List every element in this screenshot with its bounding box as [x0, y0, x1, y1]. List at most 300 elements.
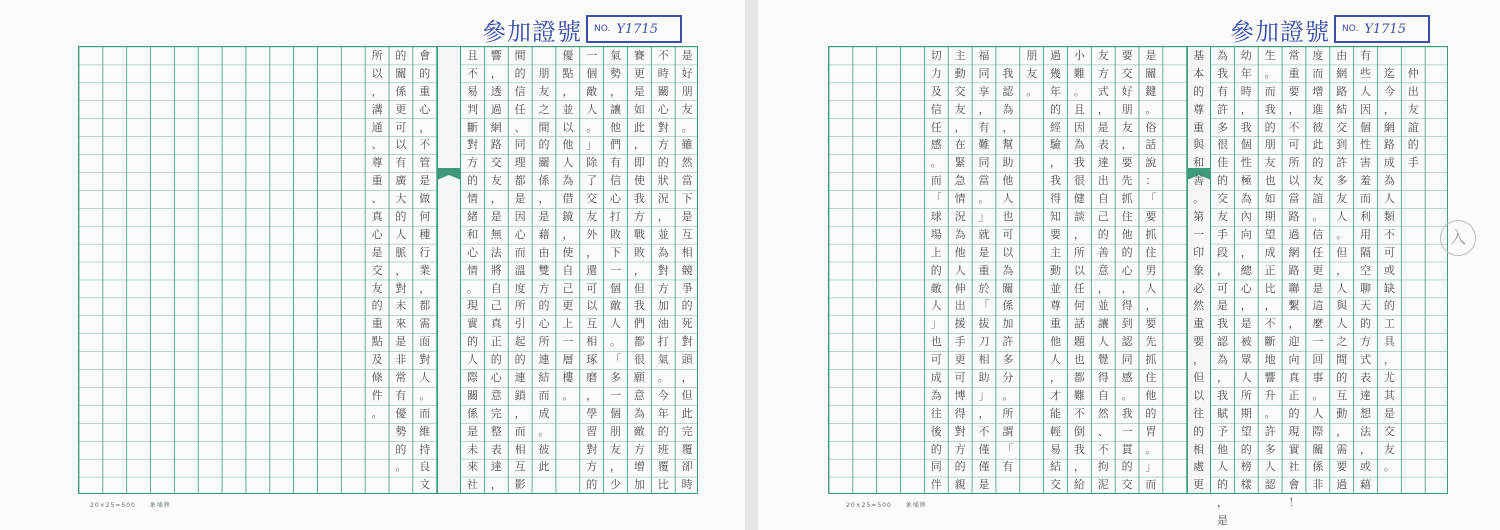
manuscript-char: ， — [1121, 138, 1133, 152]
manuscript-char: 。 — [681, 120, 693, 134]
manuscript-char: ， — [490, 192, 502, 206]
manuscript-char: 友 — [1336, 192, 1348, 206]
manuscript-char: 更 — [562, 299, 574, 313]
manuscript-char: 第 — [1193, 210, 1205, 224]
manuscript-char: 一 — [562, 335, 574, 349]
manuscript-char: 種 — [419, 227, 431, 241]
manuscript-char: 「 — [978, 299, 990, 313]
manuscript-char: 「 — [610, 353, 622, 367]
text-column — [1187, 47, 1211, 493]
manuscript-char: 做 — [419, 192, 431, 206]
manuscript-char: 的 — [538, 138, 550, 152]
manuscript-char: 是 — [419, 174, 431, 188]
manuscript-char: 心 — [466, 245, 478, 259]
manuscript-char: 而 — [514, 424, 526, 438]
manuscript-char: 並 — [1050, 281, 1062, 295]
manuscript-char: ， — [681, 371, 693, 385]
manuscript-char: 就 — [978, 227, 990, 241]
manuscript-char: 象 — [1193, 263, 1205, 277]
manuscript-char: 交 — [1050, 478, 1062, 492]
manuscript-char: 以 — [1073, 263, 1085, 277]
manuscript-char: 表 — [1360, 371, 1372, 385]
manuscript-char: 、 — [371, 192, 383, 206]
manuscript-char: 心 — [371, 227, 383, 241]
manuscript-char: 的 — [395, 210, 407, 224]
manuscript-char: ， — [1193, 353, 1205, 367]
manuscript-char: 重 — [371, 174, 383, 188]
manuscript-char: 抓 — [1145, 227, 1157, 241]
text-column — [508, 47, 532, 493]
manuscript-char: 一 — [1121, 424, 1133, 438]
manuscript-char: 但 — [1336, 245, 1348, 259]
manuscript-char: 要 — [1288, 84, 1300, 98]
manuscript-char: 任 — [1312, 245, 1324, 259]
manuscript-char: 」 — [978, 388, 990, 402]
manuscript-char: 的 — [1264, 120, 1276, 134]
manuscript-char: 此 — [633, 120, 645, 134]
manuscript-char: ， — [1240, 299, 1252, 313]
manuscript-char: 正 — [490, 335, 502, 349]
manuscript-char: 己 — [562, 281, 574, 295]
manuscript-char: 。 — [371, 406, 383, 420]
manuscript-char: 之 — [538, 102, 550, 116]
manuscript-char: 心 — [538, 317, 550, 331]
manuscript-char: 何 — [419, 210, 431, 224]
manuscript-char: 回 — [1312, 353, 1324, 367]
manuscript-char: 得 — [1121, 299, 1133, 313]
manuscript-char: 經 — [1050, 120, 1062, 134]
manuscript-char: 己 — [1097, 210, 1109, 224]
manuscript-char: 我 — [1073, 442, 1085, 456]
manuscript-char: 許 — [1002, 335, 1014, 349]
manuscript-char: 響 — [1264, 371, 1276, 385]
manuscript-char: ， — [657, 210, 669, 224]
manuscript-char: 是 — [395, 335, 407, 349]
manuscript-grid — [78, 46, 698, 494]
manuscript-char: 彼 — [1312, 120, 1324, 134]
manuscript-char: 幾 — [1050, 66, 1062, 80]
manuscript-char: 意 — [490, 388, 502, 402]
manuscript-char: 現 — [1288, 424, 1300, 438]
manuscript-char: 多 — [1264, 442, 1276, 456]
manuscript-char: 我 — [1240, 120, 1252, 134]
text-column — [1377, 47, 1401, 493]
manuscript-char: 覆 — [681, 442, 693, 456]
manuscript-char: 助 — [978, 371, 990, 385]
manuscript-char: 實 — [1288, 442, 1300, 456]
manuscript-char: ， — [514, 406, 526, 420]
manuscript-char: 分 — [1002, 371, 1014, 385]
manuscript-char: 朋 — [1121, 102, 1133, 116]
manuscript-char: 要 — [1336, 460, 1348, 474]
manuscript-char: 以 — [1002, 245, 1014, 259]
manuscript-char: ， — [395, 263, 407, 277]
manuscript-char: 也 — [1264, 174, 1276, 188]
manuscript-char: 貫 — [1121, 442, 1133, 456]
manuscript-char: 認 — [1002, 84, 1014, 98]
manuscript-char: 處 — [1193, 460, 1205, 474]
manuscript-char: 更 — [633, 66, 645, 80]
manuscript-char: ， — [538, 192, 550, 206]
text-column — [1330, 47, 1354, 493]
manuscript-char: 因 — [1073, 120, 1085, 134]
manuscript-char: 法 — [1360, 424, 1372, 438]
manuscript-char: 朋 — [610, 424, 622, 438]
manuscript-char: 意 — [633, 388, 645, 402]
manuscript-char: 的 — [1288, 406, 1300, 420]
manuscript-char: 是 — [1383, 406, 1395, 420]
manuscript-char: 真 — [1288, 371, 1300, 385]
manuscript-char: 以 — [562, 120, 574, 134]
manuscript-char: 敵 — [586, 84, 598, 98]
manuscript-char: 所 — [1288, 156, 1300, 170]
manuscript-char: 地 — [1264, 353, 1276, 367]
manuscript-char: 且 — [466, 49, 478, 62]
manuscript-char: 關 — [1312, 442, 1324, 456]
manuscript-char: 完 — [681, 424, 693, 438]
manuscript-char: 對 — [657, 120, 669, 134]
manuscript-char: 影 — [514, 478, 526, 492]
manuscript-char: 響 — [490, 49, 502, 62]
manuscript-char: 。 — [978, 192, 990, 206]
manuscript-char: 脈 — [395, 245, 407, 259]
manuscript-char: ， — [1240, 102, 1252, 116]
manuscript-char: 上 — [930, 245, 942, 259]
manuscript-char: 當 — [681, 174, 693, 188]
manuscript-char: 交 — [1336, 120, 1348, 134]
manuscript-char: 仲 — [1407, 66, 1419, 80]
manuscript-char: 和 — [466, 227, 478, 241]
manuscript-char: 榜 — [1240, 460, 1252, 474]
entry-label: 參加證號 — [482, 17, 582, 46]
manuscript-char: 路 — [1336, 84, 1348, 98]
manuscript-char: 管 — [419, 156, 431, 170]
manuscript-char: ， — [1288, 317, 1300, 331]
manuscript-char: 或 — [1383, 263, 1395, 277]
manuscript-char: ， — [633, 138, 645, 152]
text-column — [556, 47, 580, 493]
manuscript-char: 起 — [514, 335, 526, 349]
manuscript-char: 式 — [1097, 84, 1109, 98]
manuscript-char: 外 — [586, 227, 598, 241]
manuscript-char: 樣 — [1240, 478, 1252, 492]
manuscript-char: 優 — [395, 406, 407, 420]
manuscript-char: 廣 — [395, 174, 407, 188]
manuscript-char: 緊 — [954, 156, 966, 170]
manuscript-char: 更 — [1312, 263, 1324, 277]
manuscript-char: 此 — [538, 460, 550, 474]
manuscript-char: 任 — [1073, 281, 1085, 295]
manuscript-char — [1377, 47, 1401, 65]
manuscript-char: 賦 — [1216, 406, 1228, 420]
manuscript-char: 而 — [419, 406, 431, 420]
manuscript-char: 當 — [1288, 192, 1300, 206]
manuscript-char: 心 — [514, 227, 526, 241]
manuscript-char: 一 — [610, 388, 622, 402]
manuscript-char: 可 — [1383, 245, 1395, 259]
manuscript-char: 敗 — [633, 245, 645, 259]
manuscript-char: 實 — [466, 317, 478, 331]
text-column — [604, 47, 628, 493]
text-column — [924, 47, 948, 493]
manuscript-char: 心 — [1240, 281, 1252, 295]
manuscript-char: ， — [954, 120, 966, 134]
manuscript-char: 比 — [1264, 281, 1276, 295]
manuscript-char: 溫 — [514, 263, 526, 277]
manuscript-char: 的 — [586, 478, 598, 492]
manuscript-char: 個 — [610, 281, 622, 295]
manuscript-char: 友 — [1121, 120, 1133, 134]
manuscript-char: 而 — [1264, 84, 1276, 98]
manuscript-char: 。 — [1312, 210, 1324, 224]
manuscript-char: 方 — [538, 281, 550, 295]
manuscript-char: 談 — [1073, 210, 1085, 224]
manuscript-char: 不 — [1097, 442, 1109, 456]
manuscript-char: 何 — [1073, 299, 1085, 313]
text-column — [198, 47, 222, 493]
manuscript-char: 他 — [610, 120, 622, 134]
manuscript-char: 幼 — [1240, 49, 1252, 62]
manuscript-char: 對 — [419, 353, 431, 367]
manuscript-char: 人 — [1336, 317, 1348, 331]
entry-no-prefix: NO. — [594, 24, 611, 34]
manuscript-char: 然 — [1097, 406, 1109, 420]
manuscript-char: 用 — [1360, 227, 1372, 241]
manuscript-char: 成 — [1264, 245, 1276, 259]
manuscript-char: 方 — [954, 442, 966, 456]
manuscript-char: 交 — [1121, 66, 1133, 80]
manuscript-char: 我 — [1216, 388, 1228, 402]
manuscript-char: 關 — [1145, 66, 1157, 80]
text-column — [1067, 47, 1091, 493]
manuscript-char: 的 — [1193, 84, 1205, 98]
manuscript-char: 有 — [395, 156, 407, 170]
manuscript-char: 本 — [1193, 66, 1205, 80]
text-column — [127, 47, 151, 493]
manuscript-char: 段 — [1216, 245, 1228, 259]
manuscript-char: 而 — [930, 174, 942, 188]
manuscript-char: 一 — [1193, 227, 1205, 241]
manuscript-char: 人 — [930, 299, 942, 313]
manuscript-char: 的 — [514, 353, 526, 367]
manuscript-char: 有 — [1216, 84, 1228, 98]
manuscript-char: 住 — [1145, 245, 1157, 259]
manuscript-char: 年 — [1240, 66, 1252, 80]
manuscript-char: 向 — [1288, 353, 1300, 367]
manuscript-char: 並 — [657, 227, 669, 241]
manuscript-char: 、 — [514, 120, 526, 134]
manuscript-char: 所 — [514, 299, 526, 313]
manuscript-char: 賽 — [633, 49, 645, 62]
manuscript-char: 他 — [1216, 442, 1228, 456]
manuscript-char: 相 — [514, 442, 526, 456]
manuscript-char: 還 — [586, 263, 598, 277]
text-column — [389, 47, 413, 493]
manuscript-char: 難 — [1073, 66, 1085, 80]
manuscript-char: 一 — [586, 49, 598, 62]
manuscript-char: 際 — [466, 371, 478, 385]
manuscript-char: 想 — [1360, 406, 1372, 420]
manuscript-char: 話 — [1145, 138, 1157, 152]
manuscript-char: 為 — [930, 388, 942, 402]
manuscript-char: 是 — [633, 84, 645, 98]
manuscript-char: 文 — [419, 478, 431, 492]
manuscript-char: 切 — [930, 49, 942, 62]
entry-number-box — [1334, 15, 1430, 43]
manuscript-char: 雖 — [681, 138, 693, 152]
text-column — [675, 47, 699, 493]
manuscript-char: 麼 — [1312, 317, 1324, 331]
manuscript-char: 易 — [466, 84, 478, 98]
manuscript-char: 敵 — [930, 281, 942, 295]
manuscript-char: ， — [586, 245, 598, 259]
manuscript-char: 不 — [978, 424, 990, 438]
manuscript-char: ， — [1264, 299, 1276, 313]
manuscript-char: 些 — [1360, 66, 1372, 80]
manuscript-char: 迎 — [1288, 335, 1300, 349]
manuscript-char: 互 — [586, 317, 598, 331]
manuscript-char: 。 — [538, 424, 550, 438]
manuscript-char: 交 — [954, 84, 966, 98]
manuscript-char: 如 — [1264, 192, 1276, 206]
manuscript-char: 意 — [1097, 263, 1109, 277]
text-column — [996, 47, 1020, 493]
manuscript-char: 的 — [1360, 317, 1372, 331]
manuscript-char: 都 — [1073, 371, 1085, 385]
manuscript-char: 伸 — [954, 281, 966, 295]
manuscript-char: 與 — [1336, 299, 1348, 313]
manuscript-char: 心 — [1121, 263, 1133, 277]
manuscript-char: 自 — [1097, 192, 1109, 206]
manuscript-char: 為 — [1216, 353, 1228, 367]
manuscript-char — [532, 47, 556, 65]
manuscript-char: 關 — [538, 156, 550, 170]
manuscript-char: 先 — [1145, 335, 1157, 349]
manuscript-char: 他 — [1002, 174, 1014, 188]
manuscript-char: 僅 — [978, 460, 990, 474]
manuscript-char: 任 — [514, 102, 526, 116]
manuscript-char: 印 — [1193, 245, 1205, 259]
manuscript-char: 出 — [1097, 174, 1109, 188]
manuscript-char: 係 — [538, 174, 550, 188]
manuscript-char: 度 — [1312, 49, 1324, 62]
manuscript-char: 性 — [1240, 156, 1252, 170]
manuscript-char: 許 — [1336, 156, 1348, 170]
manuscript-char: 交 — [1121, 478, 1133, 492]
manuscript-char: 其 — [1383, 388, 1395, 402]
manuscript-char: 信 — [514, 84, 526, 98]
manuscript-char: 然 — [681, 156, 693, 170]
manuscript-char: 情 — [954, 192, 966, 206]
manuscript-char: 我 — [1264, 102, 1276, 116]
manuscript-char: 。 — [419, 388, 431, 402]
manuscript-char: 得 — [1050, 192, 1062, 206]
manuscript-char: 幫 — [1002, 138, 1014, 152]
page-gutter — [745, 0, 758, 530]
manuscript-char: 所 — [371, 49, 383, 62]
manuscript-char: 打 — [610, 210, 622, 224]
manuscript-char: 間 — [514, 49, 526, 62]
manuscript-char: 胃 — [1145, 424, 1157, 438]
manuscript-char: 借 — [562, 192, 574, 206]
manuscript-char: 以 — [395, 138, 407, 152]
text-column — [972, 47, 996, 493]
manuscript-char: 是 — [514, 192, 526, 206]
manuscript-char: ， — [1360, 442, 1372, 456]
manuscript-char: ， — [1240, 245, 1252, 259]
manuscript-char: 不 — [1383, 227, 1395, 241]
manuscript-char: 驗 — [1050, 138, 1062, 152]
manuscript-char: 多 — [610, 371, 622, 385]
manuscript-char: 人 — [1050, 353, 1062, 367]
manuscript-char: 成 — [538, 406, 550, 420]
manuscript-char: 給 — [1073, 478, 1085, 492]
manuscript-char: 極 — [1240, 174, 1252, 188]
manuscript-char: 樓 — [562, 371, 574, 385]
manuscript-char: 可 — [1288, 138, 1300, 152]
manuscript-char: 敵 — [633, 424, 645, 438]
manuscript-char: 路 — [1288, 263, 1300, 277]
manuscript-char: 此 — [1312, 138, 1324, 152]
manuscript-char: 斷 — [466, 120, 478, 134]
manuscript-char: 敵 — [610, 299, 622, 313]
text-column — [1234, 47, 1258, 493]
manuscript-char: 心 — [657, 102, 669, 116]
manuscript-char: 「 — [1145, 192, 1157, 206]
text-column — [627, 47, 651, 493]
manuscript-char: 路 — [1288, 210, 1300, 224]
manuscript-char: 及 — [930, 84, 942, 98]
manuscript-char: 多 — [1002, 353, 1014, 367]
manuscript-char: 聊 — [1360, 281, 1372, 295]
manuscript-char: 方 — [657, 138, 669, 152]
manuscript-char: 同 — [1121, 353, 1133, 367]
manuscript-char: ， — [1002, 120, 1014, 134]
entry-no-prefix: NO. — [1342, 24, 1359, 34]
manuscript-char: ， — [978, 406, 990, 420]
manuscript-char: 朋 — [538, 66, 550, 80]
manuscript-char: 能 — [1050, 406, 1062, 420]
manuscript-char: 方 — [466, 156, 478, 170]
manuscript-char: 個 — [610, 406, 622, 420]
manuscript-char: 男 — [1145, 263, 1157, 277]
manuscript-char: 比 — [657, 478, 669, 492]
manuscript-char: 是 — [1216, 514, 1228, 528]
manuscript-char: 況 — [657, 192, 669, 206]
manuscript-char: 人 — [466, 353, 478, 367]
manuscript-char: 要 — [1121, 49, 1133, 62]
manuscript-char: 是 — [466, 424, 478, 438]
manuscript-char: 相 — [978, 353, 990, 367]
manuscript-char: ， — [1073, 227, 1085, 241]
manuscript-char: ， — [1336, 263, 1348, 277]
manuscript-char: ， — [1336, 424, 1348, 438]
manuscript-char: 。 — [610, 335, 622, 349]
manuscript-char: 引 — [514, 317, 526, 331]
manuscript-char: 可 — [395, 120, 407, 134]
manuscript-char: ， — [1050, 371, 1062, 385]
page-footer: 20×25=500 象埔牌 — [90, 502, 171, 509]
manuscript-char: 個 — [1240, 138, 1252, 152]
manuscript-char: 、 — [1097, 424, 1109, 438]
manuscript-char: 的 — [954, 460, 966, 474]
manuscript-char: 重 — [371, 317, 383, 331]
manuscript-char: 都 — [514, 174, 526, 188]
manuscript-char: 、 — [371, 138, 383, 152]
manuscript-char: 人 — [954, 263, 966, 277]
text-column — [1258, 47, 1282, 493]
manuscript-char: 好 — [681, 66, 693, 80]
